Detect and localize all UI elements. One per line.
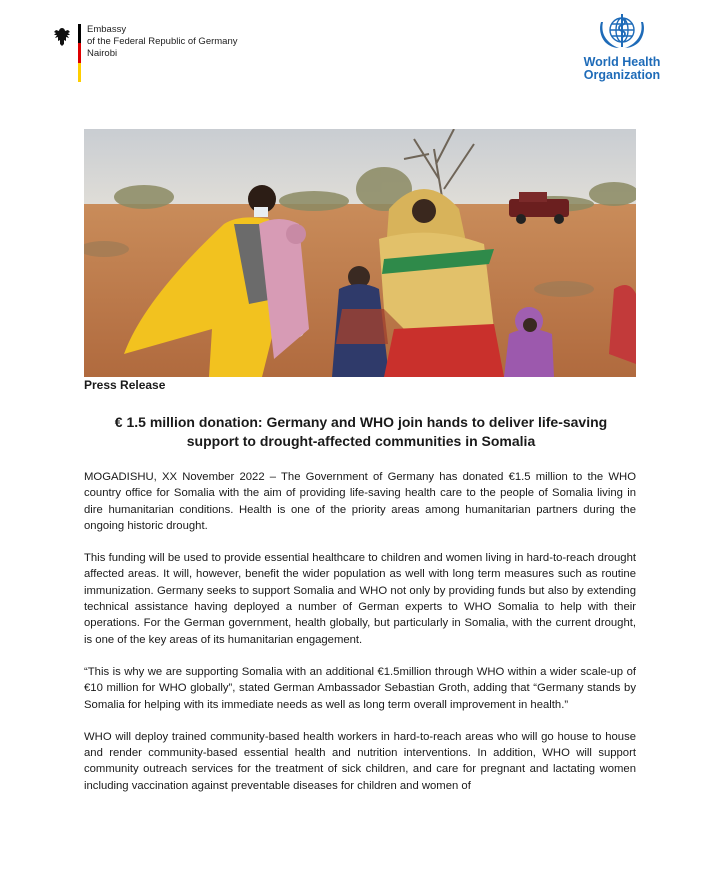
field-photo bbox=[84, 129, 636, 377]
embassy-name bbox=[87, 24, 238, 60]
headline-line-2: support to drought-affected communities in Somalia bbox=[186, 433, 536, 449]
paragraph-3: “This is why we are supporting Somalia with an additional €1.5million through WHO within a wider scale-up of €10 million for WHO globally”, stated German Ambassador Sebastian Groth, adding that “Germany stands by Somalia for helping with its immediate needs as well as long term overall improvement in health.” bbox=[84, 665, 636, 711]
press-release-label: Press Release bbox=[84, 378, 166, 392]
embassy-line-2: of the Federal Republic of Germany bbox=[87, 36, 238, 47]
who-logo bbox=[572, 10, 672, 82]
who-name-line-2: Organization bbox=[583, 68, 661, 82]
federal-eagle-icon bbox=[52, 26, 72, 48]
paragraph-2: This funding will be used to provide essential healthcare to children and women living in hard-to-reach drought affected areas. It will, however, benefit the wider population as well with long term measures such as routine immunization. Germany seeks to support Somalia and WHO not only by providing funds but also by extending technical assistance having deployed a number of German experts to WHO Somalia to help with their operations. For the German government, health globally, but particularly in Somalia, with the current drought, is one of the key areas of its humanitarian engagement. bbox=[84, 552, 636, 646]
headline bbox=[96, 413, 626, 451]
embassy-line-3: Nairobi bbox=[87, 48, 118, 59]
paragraph-1: MOGADISHU, XX November 2022 – The Government of Germany has donated €1.5 million to the WHO country office for Somalia with the aim of providing life-saving health care to the people of Somalia living in dire humanitarian conditions. Health is one of the priority areas among humanitarian partners during the ongoing historic drought. bbox=[84, 471, 636, 532]
field-photo-drought-community-icon bbox=[84, 129, 636, 377]
paragraph-4: WHO will deploy trained community-based health workers in hard-to-reach areas who will go house to house and render community-based essential health and nutrition interventions. In addition, WHO will support community outreach services for the treatment of sick children, and care for pregnant and lactating women including vaccination against preventable diseases for children and women of bbox=[84, 730, 636, 792]
who-emblem-icon bbox=[597, 10, 647, 54]
article-body bbox=[84, 469, 636, 810]
who-name bbox=[572, 56, 672, 82]
embassy-line-1: Embassy bbox=[87, 24, 127, 35]
who-name-line-1: World Health bbox=[583, 55, 661, 69]
german-flag-bar bbox=[78, 24, 81, 82]
embassy-logo bbox=[52, 24, 238, 82]
headline-line-1: € 1.5 million donation: Germany and WHO join hands to deliver life-saving bbox=[114, 414, 608, 430]
